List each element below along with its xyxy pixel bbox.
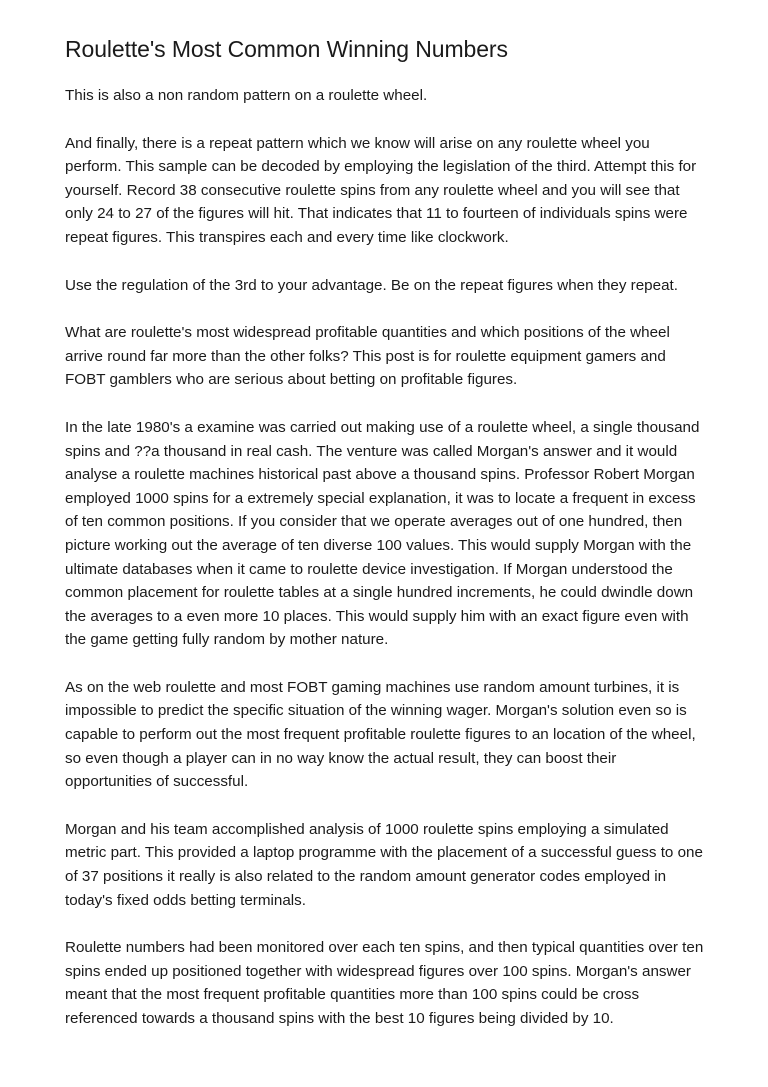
paragraph-3: Use the regulation of the 3rd to your advantage. Be on the repeat figures when they repeat. [65,276,678,294]
paragraph-5: In the late 1980's a examine was carried out making use of a roulette wheel, a single thousand spins and ??a thousand in real cash. The venture was called Morgan's answer and it would analyse a roulette machines historical past above a thousand spins. Professor Robert Morgan employed 1000 spins for a extremely special explanation, it was to locate a frequent in excess of ten common positions. If you consider that we operate averages out of one hundred, then picture working out the average of ten diverse 100 values. This would supply Morgan with the ultimate databases when it came to roulette device investigation. If Morgan understood the common placement for roulette tables at a single hundred increments, he could dwindle down the averages to a even more 10 places. This would supply him with an exact figure even with the game getting fully random by mother nature. [65,418,700,649]
paragraph-2: And finally, there is a repeat pattern which we know will arise on any roulette wheel you perform. This sample can be decoded by employing the legislation of the third. Attempt this for yourself. Record 38 consecutive roulette spins from any roulette wheel and you will see that only 24 to 27 of the figures will hit. That indicates that 11 to fourteen of individuals spins were repeat figures. This transpires each and every time like clockwork. [65,134,697,246]
paragraph-1: This is also a non random pattern on a roulette wheel. [65,87,428,104]
paragraph-8: Roulette numbers had been monitored over each ten spins, and then typical quantities over ten spins ended up positioned together with widespread figures over 100 spins. Morgan's answer meant that the most frequent profitable quantities more than 100 spins could be cross referenced towards a thousand spins with the best 10 figures being divided by 10. [65,939,704,1027]
page-title: Roulette's Most Common Winning Numbers [65,36,508,62]
document-page [65,34,705,1055]
paragraph-6: As on the web roulette and most FOBT gaming machines use random amount turbines, it is impossible to predict the specific situation of the winning wager. Morgan's solution even so is capable to perform out the most frequent profitable roulette figures to an location of the wheel, so even though a player can in no way know the actual result, they can boost their opportunities of successful. [65,678,696,791]
paragraph-7: Morgan and his team accomplished analysis of 1000 roulette spins employing a simulated metric part. This provided a laptop programme with the placement of a successful guess to one of 37 positions it really is also related to the random amount generator codes employed in today's fixed odds betting terminals. [65,820,703,909]
paragraph-4: What are roulette's most widespread profitable quantities and which positions of the wheel arrive round far more than the other folks? This post is for roulette equipment gamers and FOBT gamblers who are serious about betting on profitable figures. [65,324,670,389]
